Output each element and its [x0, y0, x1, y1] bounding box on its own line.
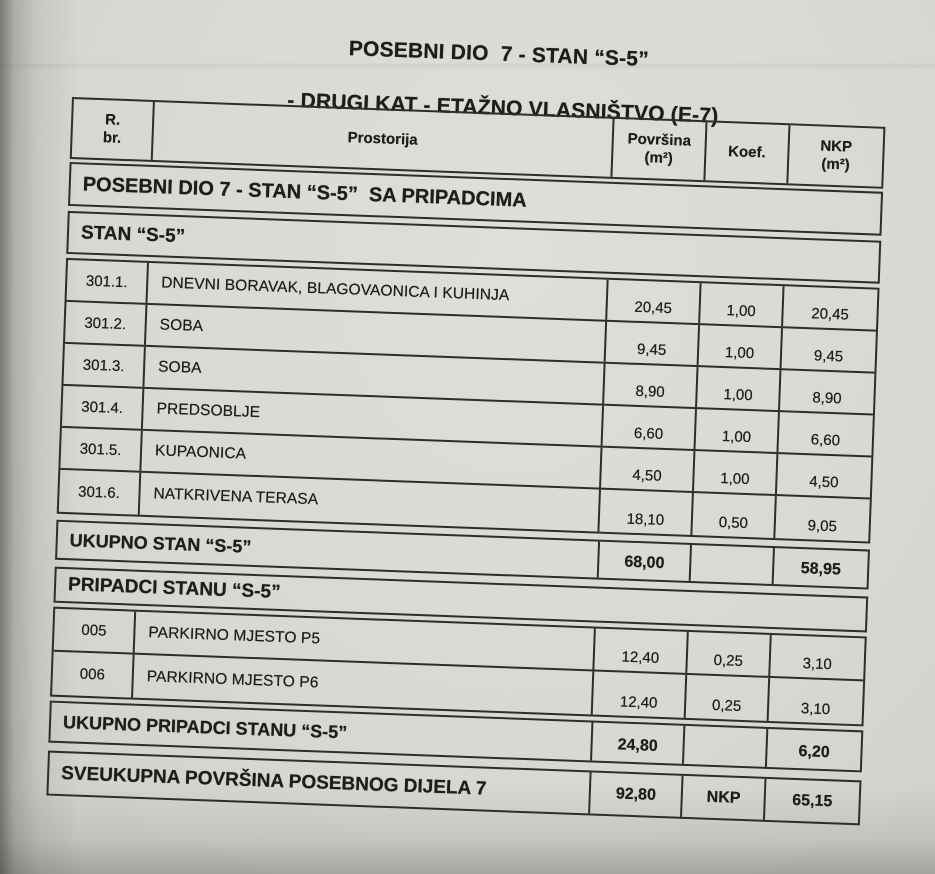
total-pripadci-area-cell: 24,80 [592, 723, 686, 764]
total-pripadci-nkp-cell: 6,20 [798, 743, 830, 762]
document-title [63, 19, 895, 128]
room-name-cell: SOBA [144, 347, 605, 404]
area-table [46, 97, 885, 825]
nkp-cell: 3,10 [800, 700, 831, 719]
document-title-line1: POSEBNI DIO 7 - STAN “S-5” [348, 37, 650, 72]
pripadak-name-cell: PARKIRNO MJESTO P5 [135, 612, 596, 670]
row-number-cell: 006 [52, 652, 135, 698]
area-cell: 20,45 [607, 280, 701, 323]
room-name-cell: NATKRIVENA TERASA [140, 473, 601, 532]
nkp-cell: 9,05 [807, 517, 838, 536]
nkp-cell: 20,45 [810, 305, 850, 324]
nkp-cell: 4,50 [808, 473, 839, 492]
total-stan-label: UKUPNO STAN “S-5” [57, 522, 600, 578]
document-title-line2: - DRUGI KAT - ETAŽNO VLASNIŠTVO (E-7) [286, 88, 719, 128]
paper-sheet [36, 19, 894, 826]
area-cell: 18,10 [599, 490, 693, 535]
header-nkp-line1: NKP [820, 137, 853, 156]
header-rbr-line1: R. [104, 111, 121, 129]
total-pripadci-koef-cell [684, 726, 768, 767]
section-stan-label: STAN “S-5” [80, 221, 186, 247]
header-area-line1: Površina [627, 130, 692, 150]
total-stan-koef-cell [691, 545, 775, 584]
room-name-cell: SOBA [146, 305, 607, 362]
room-name-cell: KUPAONICA [141, 431, 602, 488]
header-cell-koef [705, 122, 790, 183]
total-stan-nkp-cell: 58,95 [800, 560, 842, 579]
header-koef-label: Koef. [727, 143, 766, 162]
section-pripadci-label: PRIPADCI STANU “S-5” [67, 574, 281, 603]
header-room-label: Prostorija [347, 129, 418, 149]
nkp-cell: 8,90 [812, 389, 842, 408]
header-cell-nkp [788, 125, 883, 186]
row-number-cell: 301.6. [59, 470, 141, 515]
header-cell-area [612, 119, 707, 180]
row-number-cell: 301.1. [67, 260, 149, 303]
area-cell: 12,40 [594, 629, 688, 673]
area-cell: 6,60 [603, 406, 697, 449]
area-cell: 4,50 [601, 448, 695, 491]
nkp-cell: 9,45 [813, 347, 844, 366]
header-area-line2: (m²) [644, 149, 674, 168]
row-number-cell: 301.4. [62, 386, 144, 429]
koef-cell: 1,00 [700, 283, 784, 326]
room-rows-box [57, 258, 880, 544]
nkp-cell: 6,60 [810, 431, 841, 450]
koef-cell: 1,00 [697, 367, 781, 410]
koef-cell: 0,25 [686, 675, 771, 721]
grand-total-label: SVEUKUPNA POVRŠINA POSEBNOG DIJELA 7 [48, 753, 591, 814]
area-cell: 8,90 [604, 364, 698, 407]
row-number-cell: 301.3. [63, 344, 145, 387]
row-number-cell: 301.5. [60, 428, 142, 471]
total-pripadci-label: UKUPNO PRIPADCI STANU “S-5” [50, 703, 593, 761]
area-cell: 12,40 [593, 672, 688, 718]
pripadak-name-cell: PARKIRNO MJESTO P6 [133, 655, 594, 715]
koef-cell: 0,25 [687, 632, 771, 676]
room-name-cell: DNEVNI BORAVAK, BLAGOVAONICA I KUHINJA [148, 263, 609, 320]
row-number-cell: 005 [54, 609, 136, 653]
grand-total-nkp-cell: 65,15 [792, 791, 833, 810]
koef-cell: 1,00 [696, 409, 780, 452]
koef-cell: 0,50 [692, 493, 776, 538]
koef-cell: 1,00 [699, 325, 783, 368]
total-stan-area-cell: 68,00 [598, 542, 692, 581]
area-cell: 9,45 [606, 322, 700, 365]
header-cell-row-number [72, 99, 155, 160]
section-posebni-dio-label: POSEBNI DIO 7 - STAN “S-5” SA PRIPADCIMA [82, 172, 528, 212]
nkp-cell: 3,10 [802, 655, 833, 674]
grand-total-area-cell: 92,80 [590, 772, 684, 816]
room-name-cell: PREDSOBLJE [143, 389, 604, 446]
grand-total-nkp-tag-cell: NKP [682, 776, 766, 820]
header-rbr-line2: br. [102, 129, 122, 147]
row-number-cell: 301.2. [65, 302, 147, 345]
koef-cell: 1,00 [694, 451, 778, 494]
header-nkp-line2: (m²) [821, 155, 850, 174]
